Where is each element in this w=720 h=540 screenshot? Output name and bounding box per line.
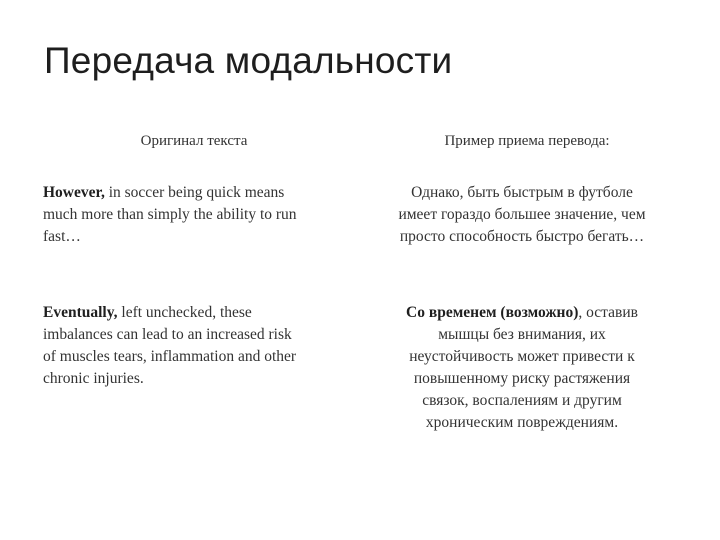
translation-text-1-line-3: просто способность быстро бегать… [399,228,645,245]
translation-text-1-line-2: имеет гораздо большее значение, чем [398,206,646,223]
modal-word-however: However, [43,184,105,201]
original-text-1 [43,182,348,248]
original-text-2-line-2: imbalances can lead to an increased risk [43,326,292,343]
translation-text-2-line-2: мышцы без внимания, их [438,326,606,343]
modal-phrase-translation: Со временем (возможно) [406,304,579,321]
original-text-2-line-4: chronic injuries. [43,370,144,387]
original-text-1-line-2: much more than simply the ability to run [43,206,297,223]
original-text-2-line-1 [43,302,348,324]
original-text-2 [43,302,348,390]
column-header-original: Оригинал текста [140,133,248,149]
translation-text-2-line-1-rest: , оставив [578,304,638,321]
translation-text-2-line-5: связок, воспалениям и другим [422,392,622,409]
translation-text-1 [372,182,672,248]
translation-text-2 [372,302,672,434]
translation-text-2-line-6: хроническим повреждениям. [425,414,619,431]
translation-text-2-line-1 [372,302,672,324]
modal-word-eventually: Eventually, [43,304,118,321]
translation-text-2-line-4: повышенному риску растяжения [413,370,631,387]
translation-text-1-line-1: Однако, быть быстрым в футболе [411,184,633,201]
original-text-1-line-3: fast… [43,228,81,245]
original-text-1-line-1 [43,182,348,204]
original-text-2-line-1-rest: left unchecked, these [117,304,252,321]
original-text-2-line-3: of muscles tears, inflammation and other [43,348,297,365]
column-header-translation: Пример приема перевода: [444,133,610,149]
translation-text-2-line-3: неустойчивость может привести к [409,348,635,365]
slide-title: Передача модальности [44,40,453,81]
original-text-1-line-1-rest: in soccer being quick means [104,184,285,201]
